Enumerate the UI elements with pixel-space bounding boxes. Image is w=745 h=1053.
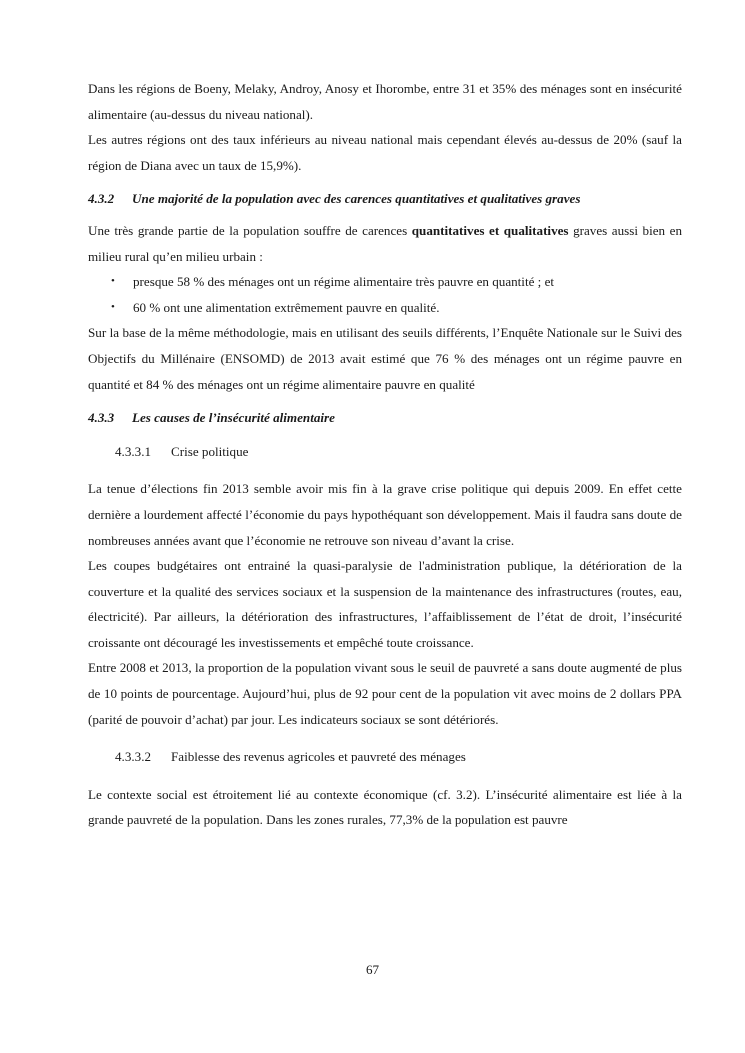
subsection-title: Crise politique xyxy=(171,443,249,459)
text-run: Une très grande partie de la population souffre de carences xyxy=(88,222,412,238)
paragraph-poverty-increase: Entre 2008 et 2013, la proportion de la population vivant sous le seuil de pauvreté a sans doute augmenté de plus de 10 points de pourcentage. Aujourd’hui, plus de 92 pour cent de la population vit avec moins de 2 dollars PPA (parité de pouvoir d’achat) par jour. Les indicateurs sociaux se sont détériorés. xyxy=(88,660,682,727)
paragraph-regions-insecurity: Dans les régions de Boeny, Melaky, Androy, Anosy et Ihorombe, entre 31 et 35% des ménages sont en insécurité alimentaire (au-dessus du niveau national). xyxy=(88,81,682,122)
page-number: 67 xyxy=(365,962,380,977)
section-heading-4-3-2 xyxy=(88,186,682,212)
bullet-icon: • xyxy=(111,300,115,313)
section-number: 4.3.2 xyxy=(88,191,115,207)
paragraph-budget-cuts: Les coupes budgétaires ont entrainé la quasi-paralysie de l'administration publique, la détérioration de la couverture et la qualité des services sociaux et la suspension de la maintenance des infrastructures (routes, eau, électricité). Par ailleurs, la détérioration des infrastructures, l’affaiblissement de l’état de droit, l’insécurité croissante ont découragé les investissements et empêché toute croissance. xyxy=(88,558,682,650)
list-item-text: 60 % ont une alimentation extrêmement pauvre en qualité. xyxy=(133,299,440,315)
list-item xyxy=(88,295,682,321)
bullet-icon: • xyxy=(111,275,115,288)
paragraph-carences xyxy=(88,218,682,269)
section-title: Les causes de l’insécurité alimentaire xyxy=(132,410,335,426)
subsection-number: 4.3.3.1 xyxy=(115,443,152,459)
subsection-heading-4-3-3-2 xyxy=(88,744,682,770)
list-item xyxy=(88,269,682,295)
section-title: Une majorité de la population avec des carences quantitatives et qualitatives graves xyxy=(132,191,581,207)
paragraph-other-regions: Les autres régions ont des taux inférieurs au niveau national mais cependant élevés au-dessus de 20% (sauf la région de Diana avec un taux de 15,9%). xyxy=(88,132,682,173)
subsection-number: 4.3.3.2 xyxy=(115,749,152,765)
list-item-text: presque 58 % des ménages ont un régime alimentaire très pauvre en quantité ; et xyxy=(133,274,555,290)
section-heading-4-3-3 xyxy=(88,405,682,431)
paragraph-ensomd: Sur la base de la même méthodologie, mais en utilisant des seuils différents, l’Enquête Nationale sur le Suivi des Objectifs du Millénaire (ENSOMD) de 2013 avait estimé que 76 % des ménages ont un régime pauvre en quantité et 84 % des ménages ont un régime alimentaire pauvre en qualité xyxy=(88,325,682,392)
bold-text: quantitatives et qualitatives xyxy=(411,222,569,238)
bullet-list xyxy=(88,269,682,320)
document-body xyxy=(88,76,682,833)
subsection-heading-4-3-3-1 xyxy=(88,439,682,465)
paragraph-social-context: Le contexte social est étroitement lié au contexte économique (cf. 3.2). L’insécurité alimentaire est liée à la grande pauvreté de la population. Dans les zones rurales, 77,3% de la population est pauvre xyxy=(88,786,682,828)
section-number: 4.3.3 xyxy=(88,410,115,426)
paragraph-elections: La tenue d’élections fin 2013 semble avoir mis fin à la grave crise politique qui depuis 2009. En effet cette dernière a lourdement affecté l’économie du pays hypothéquant son développement. Mais il faudra sans doute de nombreuses années avant que l’économie ne retrouve son niveau d’avant la crise. xyxy=(88,481,682,548)
text-run: graves aussi bien en milieu rural qu’en milieu urbain : xyxy=(88,222,683,264)
subsection-title: Faiblesse des revenus agricoles et pauvreté des ménages xyxy=(171,749,466,765)
